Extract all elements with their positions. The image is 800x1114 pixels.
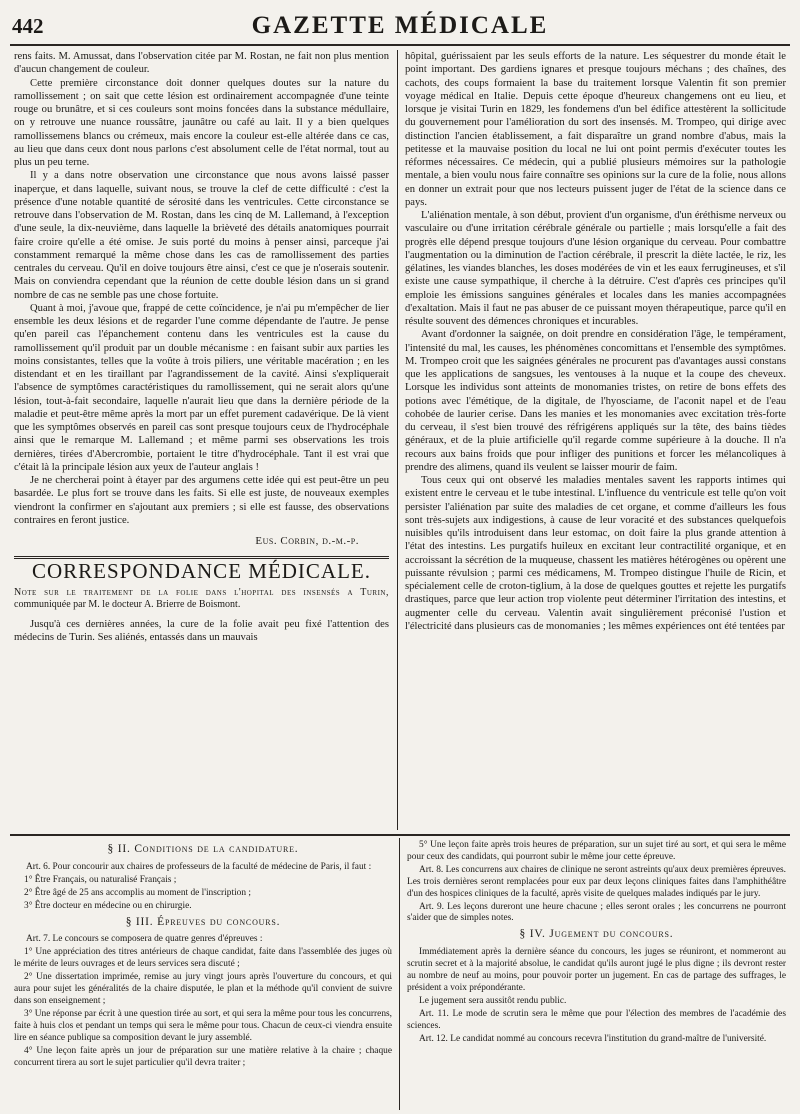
paragraph: Je ne chercherai point à étayer par des argumens cette idée qui est peut-être un peu basardée. Le plus fort se trouve dans les faits. Si elle est juste, de nouveaux exemples viendront la confirmer en s'ajoutant aux premiers ; si elle est fausse, des observations contraires en feront justice. — [14, 475, 389, 526]
column-divider — [397, 50, 398, 830]
article: Art. 6. Pour concourir aux chaires de professeurs de la faculté de médecine de Paris, il faut : — [26, 861, 372, 872]
bottom-left-column — [14, 840, 392, 1108]
paragraph: Tous ceux qui ont observé les maladies mentales savent les rapports intimes qui existent entre le cerveau et le tube intestinal. L'influence du ventricule est telle qu'on voit persister l'aliénation par suite des maladies de cet organe, et comme d'ailleurs les fous sont très-sujets aux indigestions, à cause de leur voracité et des substances quelquefois nuisibles qu'ils introduisent dans leur estomac, on doit faire la plus grande attention à l'état des intestins. Les purgatifs huileux en excitant leur contractilité organique, et en accroissant la sécrétion de la muqueuse, chassent les matières hétérogènes ou opèrent une puissante révulsion ; parmi ces médicamens, M. Trompeo distingue l'huile de Ricin, et spécialement celle de croton-tiglium, à la dose de quelques gouttes et rejette les purgatifs drastiques, parce que leur action trop violente peut déterminer l'irritation des intestins, et augmenter celle du cerveau. Valentin avait singulièrement préconisé l'ustion et l'électricité dans plusieurs cas de monomanies ; les mêmes expériences ont été tentées par — [405, 475, 786, 632]
list-item: 4° Une leçon faite après un jour de préparation sur une matière relative à la chaire ; chaque concurrent tirera au sort le sujet particulier qu'il devra traiter ; — [14, 1045, 392, 1068]
list-item: 1° Être Français, ou naturalisé Français ; — [24, 874, 177, 885]
note-heading — [14, 587, 389, 612]
paragraph: Jusqu'à ces dernières années, la cure de la folie avait peu fixé l'attention des médecins de Turin. Ses aliénés, entassés dans un mauvais — [14, 618, 389, 643]
note-title: Note sur le traitement de la folie dans l'hopital des insensés a Turin, — [14, 586, 389, 598]
paragraph: Le jugement sera aussitôt rendu public. — [419, 995, 567, 1006]
bottom-right-column — [407, 840, 786, 1108]
list-item: 1° Une appréciation des titres antérieurs de chaque candidat, faite dans l'assemblée des juges où le mérite de leurs ouvrages et de leurs services sera discuté ; — [14, 947, 392, 970]
article: Art. 8. Les concurrens aux chaires de clinique ne seront astreints qu'aux deux premières épreuves. Les trois dernières seront remplacées pour eux par deux leçons cliniques faites dans l'amphithéâtre d'un des hospices cliniques de la faculté, après visite de quelques malades indiqués par le jury. — [407, 864, 786, 899]
section-heading: § III. Épreuves du concours. — [125, 915, 281, 928]
paragraph: L'aliénation mentale, à son début, provient d'un organisme, d'un éréthisme nerveux ou vasculaire ou d'une irritation cérébrale générale ou partielle ; mais lorsqu'elle a fait des progrès elle dépend presque toujours d'une lésion organique du cerveau. Pour combattre l'augmentation ou la diminution de l'action cérébrale, il prescrit la diète lactée, le riz, les gélatines, les viandes blanches, les doses modérées de vin et les eaux ferrugineuses, et s'il existe une cause sympathique, il cherche à la détruire. C'est d'après ces principes qu'il emploie les émissions sanguines générales et locales dans les manies accompagnées d'exaltation. Mais il faut ne pas abuser de ce puissant moyen thérapeutique, parce qu'il en résulte souvent des démences chroniques et incurables. — [405, 210, 786, 327]
list-item: 2° Être âgé de 25 ans accomplis au moment de l'inscription ; — [24, 887, 251, 898]
article: Art. 12. Le candidat nommé au concours recevra l'institution du grand-maître de l'université. — [419, 1033, 767, 1044]
section-title: CORRESPONDANCE MÉDICALE. — [31, 559, 372, 584]
article: Art. 7. Le concours se composera de quatre genres d'épreuves : — [26, 934, 263, 945]
page-header — [12, 6, 788, 44]
list-item: 3° Une réponse par écrit à une question tirée au sort, et qui sera la même pour tous les concurrens, faite à huis clos et pendant un temps qui sera le même pour tous. Chacun de ceux-ci viendra ensuite lire en séance publique sa composition devant le jury assemblé. — [14, 1008, 392, 1043]
article: Art. 11. Le mode de scrutin sera le même que pour l'élection des membres de l'académie des sciences. — [407, 1008, 786, 1031]
right-column — [405, 50, 786, 826]
paragraph: Quant à moi, j'avoue que, frappé de cette coïncidence, je n'ai pu m'empêcher de lier ensemble les deux lésions et de regarder l'une comme dépendante de l'autre. Je pense qu'en pareil cas l'épanchement contenu dans les ventricules est la cause du ramollissement qu'il produit par un double mécanisme : en faisant subir aux parties les moins consistantes, telles que la voûte à trois piliers, une véritable macération ; en les distendant et en les tiraillant par l'agrandissement de la cavité. Ainsi s'expliquerait l'absence de symptômes caractéristiques du ramollissement, qui ne serait alors qu'une lésion, tout-à-fait secondaire, laquelle n'aurait lieu que dans la dernière période de la maladie et peut-être même après la mort par un effet purement cadavérique. De là vient que les symptômes observés en pareil cas sont presque toujours ceux de l'hydrocéphale ainsi que le remarque M. Lallemand ; et même parmi ses observations les trois dernières, tirées d'Abercrombie, portaient le titre d'hydrocéphale. Tant il est vrai que c'était là la principale lésion aux yeux de l'auteur anglais ! — [14, 302, 389, 473]
list-item: 5° Une leçon faite après trois heures de préparation, sur un sujet tiré au sort, et qui sera le même pour ceux des candidats, qui pourront subir le même jour cette épreuve. — [407, 840, 786, 862]
paragraph: Il y a dans notre observation une circonstance que nous avons laissé passer inaperçue, et dans laquelle, suivant nous, se trouve la clef de cette difficulté : c'est la présence d'une notable quantité de sérosité dans les ventricules. Cette circonstance se retrouve dans l'observation de M. Rostan, dans les cinq de M. Lallemand, à l'exception d'une seule, la dix-neuvième, dans laquelle la brièveté des détails anatomiques pourrait faire croire qu'elle a été omise. Je suis porté du moins à penser ainsi, parceque j'ai constamment remarqué la même chose dans les cas de ramollissement des parties centrales du cerveau. Qu'il en doive toujours être ainsi, c'est ce que je n'oserais soutenir. Mais on conviendra cependant que la réunion de cette double lésion dans un si grand nombre de cas ne semble pas une chose fortuite. — [14, 170, 389, 301]
paragraph: Cette première circonstance doit donner quelques doutes sur la nature du ramollissement ; on sait que cette lésion est ordinairement accompagnée d'une teinte rouge ou brunâtre, et si ces couleurs sont moins foncées dans la substance médullaire, on y retrouve une nuance roussâtre, jaunâtre ou café au lait. Il y a bien quelques ramollissemens blancs ou crémeux, mais encore la couleur est-elle altérée dans ce cas, au lieu que dans ceux dont nous parlons c'est absolument celle de l'état normal, tout au plus un peu terne. — [14, 77, 389, 168]
left-column — [14, 50, 389, 826]
paragraph: Avant d'ordonner la saignée, on doit prendre en considération l'âge, le tempérament, l'intensité du mal, les causes, les phénomènes concomittans et l'ensemble des symptômes. M. Trompeo croit que les saignées générales ne procurent pas d'avantages aussi constans que les applications de sangsues, les ventouses à la nuque et la coupe des cheveux. Lorsque les individus sont atteints de monomanies tristes, on retire de bons effets des potions avec l'émétique, de la digitale, de l'hyosciame, de l'aconit napel et de l'eau cohobée de laurier cerise. Dans les manies et les monomanies avec excitation très-forte du cerveau, il s'est bien trouvé des réfrigérens appliqués sur la tête, des bains tièdes généraux, et de la pluie artificielle qu'il regarde comme supérieure à la douche. Il n'a recours aux bains froids que pour infliger des punitions et forcer les mélancoliques à prendre des alimens, quand ils veulent se laisser mourir de faim. — [405, 329, 786, 473]
column-divider — [399, 838, 400, 1110]
header-rule — [10, 44, 790, 46]
author-signature: Eus. Corbin, d.-m.-p. — [255, 535, 359, 547]
section-rule — [10, 834, 790, 836]
paragraph: hôpital, guérissaient par les seuls efforts de la nature. Les séquestrer du monde était le point important. Des gardiens ignares et presque toujours méchans ; des chaînes, des cachots, des coups formaient la base du traitement lorsque Valentin fit son premier voyage médical en Italie. Depuis cette époque d'heureux changemens ont eu lieu, et lorsque je visitai Turin en 1829, les fondemens d'un bel édifice attestèrent la sollicitude du gouvernement pour l'amélioration du sort des insensés. M. Trompeo, qui dirige avec distinction l'ancien établissement, a fait disparaître un grand nombre d'abus, mais la petitesse et la mauvaise position du local ne lui ont point permis d'exécuter toutes les réformes nécessaires. Ce médecin, qui a publié plusieurs mémoires sur la pathologie mentale, a bien voulu nous faire connaître ses opinions sur la cure de la folie, nous allons en donner un extrait pour que nos lecteurs puissent juger de l'état de la science dans ce pays. — [405, 51, 786, 208]
paragraph: Immédiatement après la dernière séance du concours, les juges se réuniront, et nommeront au scrutin secret et à la majorité absolue, le candidat qu'ils auront jugé le plus digne ; ils devront rester au nombre de neuf au moins, pour pouvoir porter un jugement. En cas de partage des suffrages, le président a voix prépondérante. — [407, 947, 786, 993]
note-author: communiquée par M. le docteur A. Brierre de Boismont. — [14, 599, 241, 610]
page-number: 442 — [12, 14, 44, 38]
section-heading: § IV. Jugement du concours. — [519, 928, 674, 941]
paragraph: rens faits. M. Amussat, dans l'observation citée par M. Rostan, ne fait non plus mention d'aucun changement de couleur. — [14, 51, 389, 76]
list-item: 3° Être docteur en médecine ou en chirurgie. — [24, 900, 192, 911]
page-title: GAZETTE MÉDICALE — [251, 12, 549, 39]
list-item: 2° Une dissertation imprimée, remise au jury vingt jours après l'ouverture du concours, et qui aura pour sujet les généralités de la chaire disputée, le plan et la méthode qu'il convient de suivre dans son enseignement ; — [14, 972, 392, 1006]
article: Art. 9. Les leçons dureront une heure chacune ; elles seront orales ; les concurrens ne pourront s'aider que de simples notes. — [407, 901, 786, 924]
section-heading: § II. Conditions de la candidature. — [107, 843, 299, 855]
